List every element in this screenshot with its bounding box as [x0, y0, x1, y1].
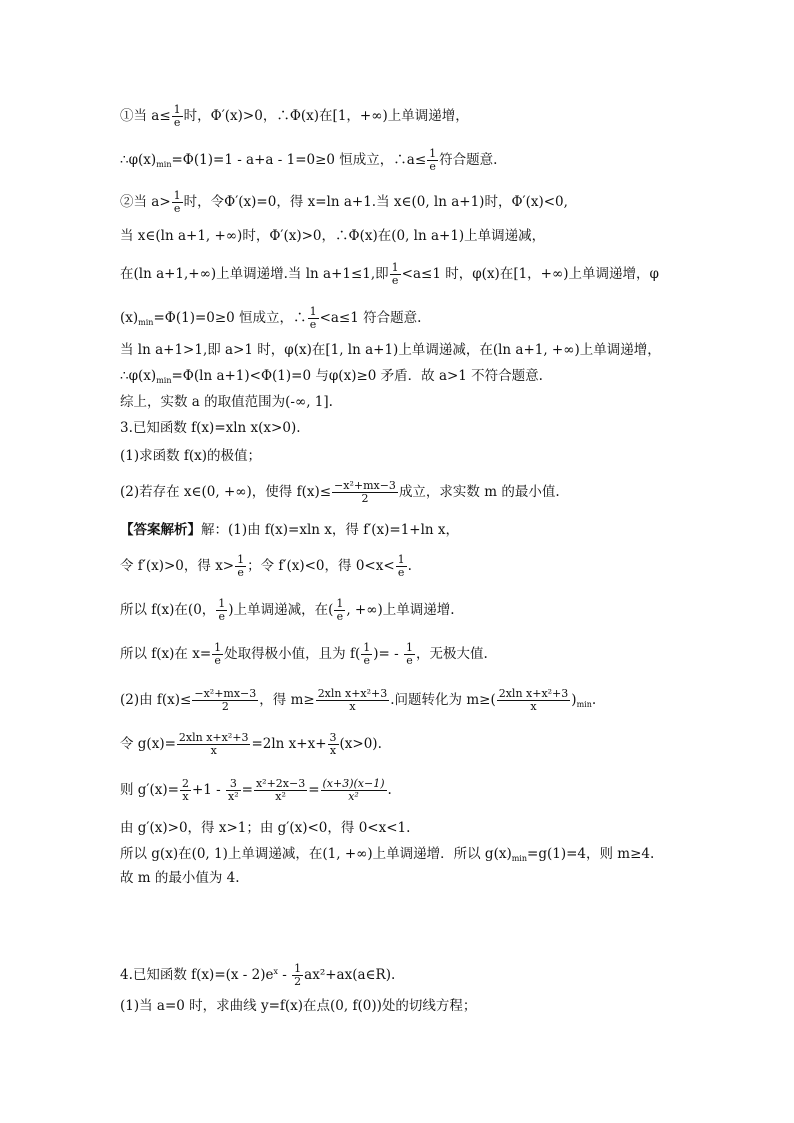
fraction-1-over-e: $\frac{1}{e}$ — [363, 641, 371, 667]
fraction-expression: $\frac{(x+3)(x-1)}{\text{x²}}$ — [322, 777, 385, 803]
problem-3-part-1: (1)求函数 f(x)的极值； — [120, 448, 262, 464]
fraction-1-over-e: $\frac{1}{e}$ — [173, 103, 181, 129]
text-line-19: 则 g′(x)= $\frac{2}{x}$ +1 - $\frac{3}{\text{x²}}$ = $\frac{\text{x²+2x−3}}{\text{x²}}$ = $\frac{(x+3)(x-1)}{\text{x²}}$ . — [120, 777, 392, 803]
fraction-1-over-e: $\frac{1}{e}$ — [309, 305, 317, 331]
text-line-16: 所以 f(x)在 x= $\frac{1}{e}$ 处取得极小值，且为 f( $\frac{1}{e}$ )= - $\frac{1}{e}$ ，无极大值. — [120, 641, 488, 667]
fraction-1-over-e: $\frac{1}{e}$ — [237, 553, 245, 579]
text-line-18: 令 g(x)= $\frac{\text{2xln x+x²+3}}{x}$ =2ln x+x+ $\frac{3}{x}$ (x>0). — [120, 731, 382, 757]
problem-4-title: 4.已知函数 $f(x)=(x - 2)e^x$ - $\frac{1}{2}$ ax²+ax(a∈R). — [120, 962, 396, 988]
fraction-1-over-e: $\frac{1}{e}$ — [173, 189, 181, 215]
text-line-22: 故 m 的最小值为 4. — [120, 870, 240, 886]
text-line-7: 当 ln a+1>1,即 a>1 时，φ(x)在[1, ln a+1)上单调递减，在(ln a+1, +∞)上单调递增， — [120, 342, 661, 358]
text-line-17: (2)由 f(x)≤ $\frac{\text{−x²+mx−3}}{2}$ ，得 m≥ $\frac{\text{2xln x+x²+3}}{x}$ .问题转化为 m≥( $\frac{\text{2xln x+x²+3}}{x}$ )$_{min}$. — [120, 687, 597, 713]
text-line-8: $\therefore\varphi(x)_{min}=\Phi(\ln$ a+1)<Φ(1)=0 与φ(x)≥0 矛盾．故 a>1 不符合题意. — [120, 368, 543, 385]
text-line-3: ②当 a> $\frac{1}{e}$ 时，令Φ′(x)=0，得 x=ln a+1.当 x∈(0, ln a+1)时，Φ′(x)<0, — [120, 189, 568, 215]
text-line-4: 当 x∈(ln a+1, +∞)时，Φ′(x)>0，∴Φ(x)在(0, ln a+1)上单调递减， — [120, 228, 546, 244]
fraction-1-over-e: $\frac{1}{e}$ — [429, 147, 437, 173]
answer-explanation: 【答案解析】解：(1)由 f(x)=xln x，得 f′(x)=1+ln x， — [120, 522, 460, 538]
fraction-1-over-e: $\frac{1}{e}$ — [391, 261, 399, 287]
fraction-expression: $\frac{\text{−x²+mx−3}}{2}$ — [334, 479, 396, 505]
problem-3-part-2: (2)若存在 x∈(0, +∞)，使得 f(x)≤ $\frac{\text{−x²+mx−3}}{2}$ 成立，求实数 m 的最小值. — [120, 479, 560, 505]
text-line-1: ①当 a≤ $\frac{1}{e}$ 时，Φ′(x)>0，∴Φ(x)在[1，+∞)上单调递增， — [120, 103, 469, 129]
fraction-expression: $\frac{\text{−x²+mx−3}}{2}$ — [194, 687, 257, 713]
fraction-expression: $\frac{\text{x²+2x−3}}{\text{x²}}$ — [255, 777, 306, 803]
fraction-expression: $\frac{3}{\text{x²}}$ — [228, 777, 239, 803]
fraction-1-over-2: $\frac{1}{2}$ — [294, 962, 302, 988]
text-line-9: 综上，实数 a 的取值范围为(-∞, 1]. — [120, 394, 333, 410]
text-line-2: $\therefore\varphi(x)_{min}=\Phi(1)=1 - a+a - 1=0\ge 0$ 恒成立，∴a≤ $\frac{1}{e}$ 符合题意. — [120, 147, 498, 173]
answer-tag: 【答案解析】 — [120, 522, 201, 538]
fraction-expression: $\frac{\text{2xln x+x²+3}}{x}$ — [178, 731, 249, 757]
problem-4-part-1: (1)当 a=0 时，求曲线 y=f(x)在点(0, f(0))处的切线方程； — [120, 998, 477, 1014]
fraction-1-over-e: $\frac{1}{e}$ — [218, 597, 226, 623]
fraction-1-over-e: $\frac{1}{e}$ — [405, 641, 413, 667]
fraction-1-over-e: $\frac{1}{e}$ — [214, 641, 222, 667]
fraction-expression: $\frac{3}{x}$ — [329, 731, 337, 757]
text-line-21: 所以 g(x)在(0, 1)上单调递减，在(1, +∞)上单调递增．所以 $g(x)_{min}=g(1)=4$，则 m≥4. — [120, 846, 655, 863]
text-line-5: 在(ln a+1,+∞)上单调递增.当 ln a+1≤1,即 $\frac{1}{e}$ <a≤1 时，φ(x)在[1，+∞)上单调递增，φ — [120, 261, 659, 287]
fraction-expression: $\frac{\text{2xln x+x²+3}}{x}$ — [317, 687, 388, 713]
fraction-1-over-e: $\frac{1}{e}$ — [336, 597, 344, 623]
fraction-expression: $\frac{2}{x}$ — [181, 777, 189, 803]
text-line-14: 令 f′(x)>0，得 x> $\frac{1}{e}$ ；令 f′(x)<0，得 0<x< $\frac{1}{e}$ . — [120, 553, 412, 579]
fraction-1-over-e: $\frac{1}{e}$ — [397, 553, 405, 579]
text-line-15: 所以 f(x)在(0， $\frac{1}{e}$ )上单调递减，在( $\frac{1}{e}$ , +∞)上单调递增. — [120, 597, 455, 623]
fraction-expression: $\frac{\text{2xln x+x²+3}}{x}$ — [498, 687, 569, 713]
text-line-6: $(x)_{min}=\Phi(1)=0\ge 0$ 恒成立，∴ $\frac{1}{e}$ <a≤1 符合题意. — [120, 305, 422, 331]
problem-3-title: 3.已知函数 f(x)=xln x(x>0). — [120, 420, 301, 436]
text-line-20: 由 g′(x)>0，得 x>1；由 g′(x)<0，得 0<x<1. — [120, 820, 411, 836]
